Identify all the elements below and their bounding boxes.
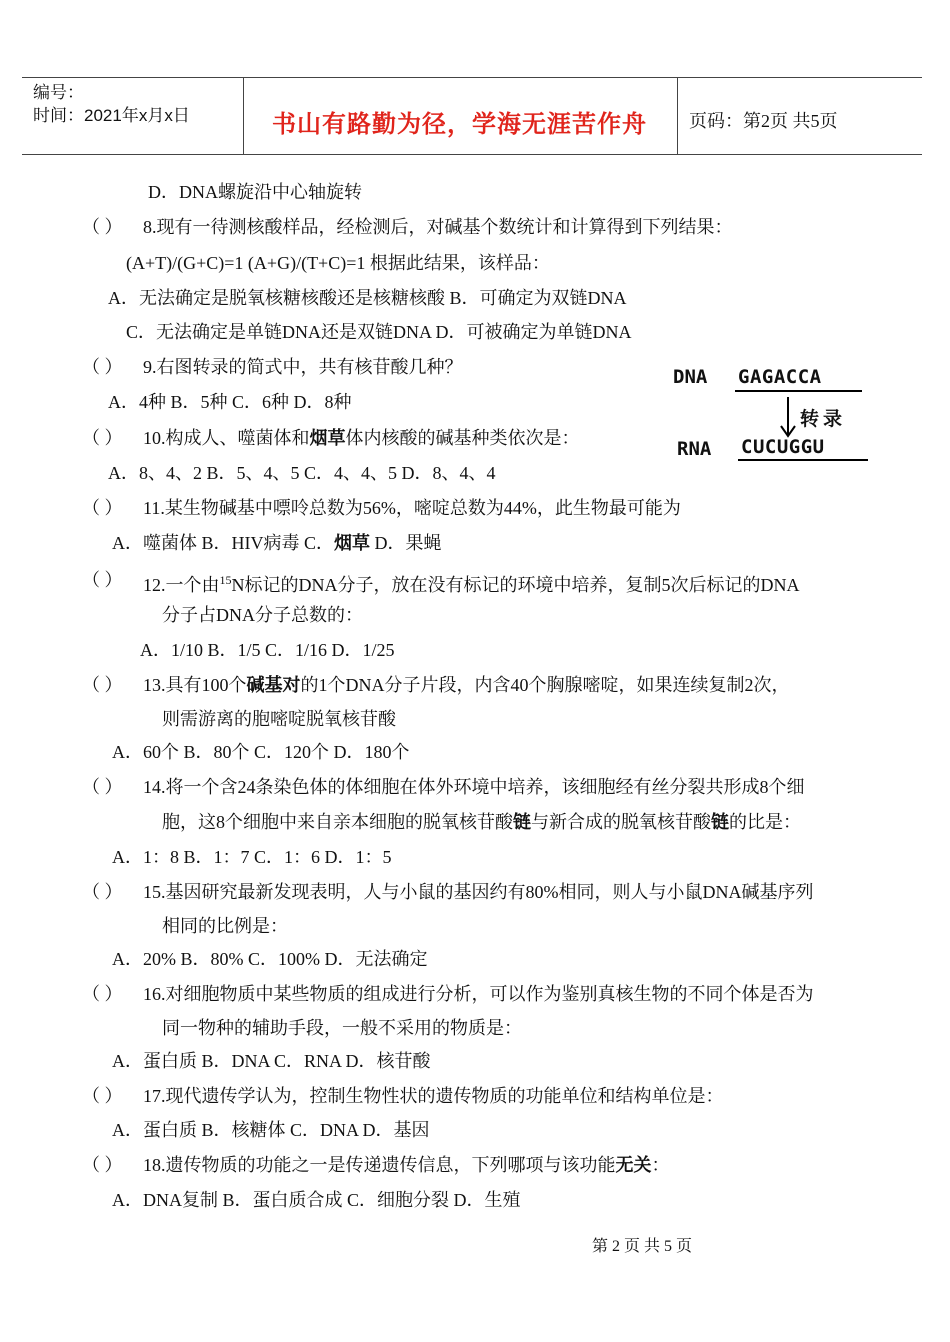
answer-paren: （ ） (82, 498, 123, 518)
question-stem-cont: 则需游离的胞嘧啶脱氧核苷酸 (162, 709, 396, 729)
question-stem: 18.遗传物质的功能之一是传递遗传信息，下列哪项与该功能无关： (143, 1155, 670, 1175)
header-bottom-rule (22, 154, 922, 155)
header-divider-left (243, 77, 244, 155)
answer-paren: （ ） (82, 882, 123, 902)
question-formula: (A+T)/(G+C)=1 (A+G)/(T+C)=1 根据此结果，该样品： (126, 253, 550, 273)
question-stem: 14.将一个含24条染色体的体细胞在体外环境中培养，该细胞经有丝分裂共形成8个细 (143, 777, 805, 797)
options: A．噬菌体 B．HIV病毒 C．烟草 D．果蝇 (112, 533, 442, 553)
question-stem: 10.构成人、噬菌体和烟草体内核酸的碱基种类依次是： (143, 428, 580, 448)
options: A．8、4、2 B．5、4、5 C．4、4、5 D．8、4、4 (108, 463, 496, 483)
options: A．20% B．80% C．100% D．无法确定 (112, 949, 428, 969)
question-stem: 13.具有100个碱基对的1个DNA分子片段，内含40个胸腺嘧啶，如果连续复制2次， (143, 675, 790, 695)
page-footer: 第 2 页 共 5 页 (592, 1238, 693, 1255)
serial-label: 编号： (33, 83, 84, 102)
options: A．蛋白质 B．核糖体 C．DNA D．基因 (112, 1120, 430, 1140)
header-top-rule (22, 77, 922, 78)
q7-option-d: D．DNA螺旋沿中心轴旋转 (148, 182, 362, 202)
answer-paren: （ ） (82, 675, 123, 695)
options: A．1：8 B．1：7 C．1：6 D．1：5 (112, 847, 392, 867)
down-arrow-icon (778, 395, 798, 441)
dna-label: DNA (673, 366, 708, 388)
rna-underline (738, 459, 868, 461)
answer-paren: （ ） (82, 1086, 123, 1106)
dna-underline (735, 390, 862, 392)
rna-sequence: CUCUGGU (741, 436, 825, 458)
question-stem: 8.现有一待测核酸样品，经检测后，对碱基个数统计和计算得到下列结果： (143, 217, 733, 237)
question-stem: 12.一个由$^{15}$N标记的DNA分子，放在没有标记的环境中培养，复制5次后标记的DNA (143, 573, 800, 595)
options-ab: A．无法确定是脱氧核糖核酸还是核糖核酸 B．可确定为双链DNA (108, 288, 627, 308)
answer-paren: （ ） (82, 570, 123, 590)
answer-paren: （ ） (82, 357, 123, 377)
question-stem-cont: 同一物种的辅助手段，一般不采用的物质是： (162, 1018, 522, 1038)
page-info: 页码：第2页 共5页 (689, 111, 838, 131)
question-stem-cont: 胞，这8个细胞中来自亲本细胞的脱氧核苷酸链与新合成的脱氧核苷酸链的比是： (162, 812, 801, 832)
options: A．4种 B．5种 C．6种 D．8种 (108, 392, 352, 412)
question-stem: 17.现代遗传学认为，控制生物性状的遗传物质的功能单位和结构单位是： (143, 1086, 724, 1106)
question-stem: 15.基因研究最新发现表明，人与小鼠的基因约有80%相同，则人与小鼠DNA碱基序列 (143, 882, 814, 902)
dna-sequence: GAGACCA (738, 366, 822, 388)
motto-title: 书山有路勤为径，学海无涯苦作舟 (272, 112, 647, 138)
options-cd: C．无法确定是单链DNA还是双链DNA D．可被确定为单链DNA (126, 322, 632, 342)
answer-paren: （ ） (82, 1155, 123, 1175)
question-stem: 16.对细胞物质中某些物质的组成进行分析，可以作为鉴别真核生物的不同个体是否为 (143, 984, 814, 1004)
question-stem: 11.某生物碱基中嘌呤总数为56%，嘧啶总数为44%，此生物最可能为 (143, 498, 681, 518)
options: A．DNA复制 B．蛋白质合成 C．细胞分裂 D．生殖 (112, 1190, 521, 1210)
question-stem: 9.右图转录的简式中，共有核苷酸几种？ (143, 357, 463, 377)
options: A．60个 B．80个 C．120个 D．180个 (112, 742, 410, 762)
answer-paren: （ ） (82, 777, 123, 797)
time-label: 时间：2021年x月x日 (33, 106, 190, 125)
answer-paren: （ ） (82, 217, 123, 237)
answer-paren: （ ） (82, 428, 123, 448)
question-stem-cont: 相同的比例是： (162, 916, 288, 936)
question-stem-cont: 分子占DNA分子总数的： (162, 605, 363, 625)
options: A．1/10 B．1/5 C．1/16 D．1/25 (140, 640, 395, 660)
header-divider-right (677, 77, 678, 155)
rna-label: RNA (677, 438, 712, 460)
options: A．蛋白质 B．DNA C．RNA D．核苷酸 (112, 1051, 431, 1071)
answer-paren: （ ） (82, 984, 123, 1004)
transcription-label: 转录 (800, 408, 847, 430)
